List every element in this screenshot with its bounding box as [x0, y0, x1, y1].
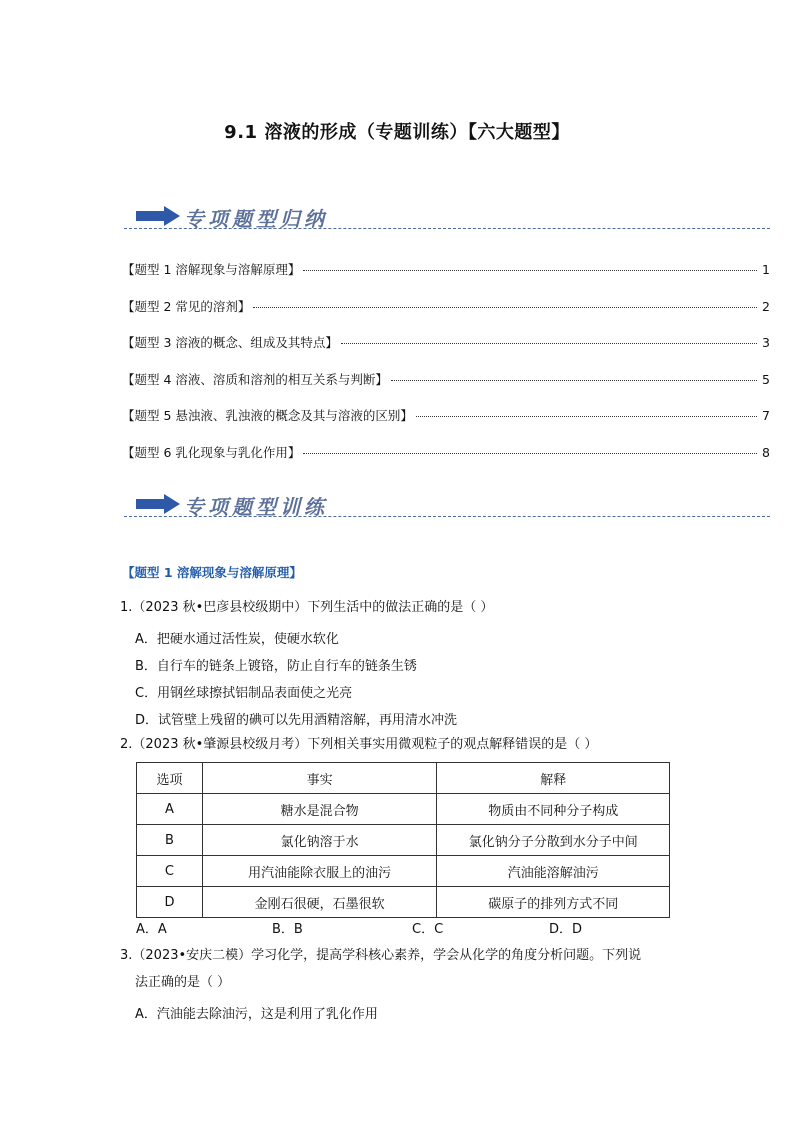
answer-option[interactable]: C．用钢丝球擦拭铝制品表面使之光亮 [135, 686, 353, 701]
question-stem: 3.（2023•安庆二模）学习化学，提高学科核心素养，学会从化学的角度分析问题。下列说 [120, 948, 642, 963]
table-cell: B [137, 825, 203, 856]
table-row [137, 825, 670, 856]
table-cell: 用汽油能除衣服上的油污 [202, 856, 437, 887]
answer-option[interactable]: B．B [272, 922, 303, 937]
toc-item-label[interactable]: 【题型 1 溶解现象与溶解原理】 [122, 262, 301, 277]
table-cell: 糖水是混合物 [202, 794, 437, 825]
table-row [137, 887, 670, 918]
table-cell: 碳原子的排列方式不同 [437, 887, 670, 918]
section-banner-summary [124, 200, 770, 236]
section-heading: 【题型 1 溶解现象与溶解原理】 [122, 565, 302, 580]
question-stem-continued: 法正确的是（ ） [135, 975, 231, 990]
question-stem: 2.（2023 秋•肇源县校级月考）下列相关事实用微观粒子的观点解释错误的是（ ） [120, 737, 598, 752]
toc-page-number: 3 [762, 335, 770, 351]
table-cell: D [137, 887, 203, 918]
table-header: 解释 [437, 763, 670, 794]
toc-page-number: 8 [762, 444, 770, 460]
toc-page-number: 7 [762, 408, 770, 424]
toc-item[interactable] [122, 406, 770, 443]
banner-title: 专项题型训练 [184, 495, 328, 519]
toc-item[interactable] [122, 370, 770, 407]
table-header: 事实 [202, 763, 437, 794]
answer-option[interactable]: A．A [136, 922, 167, 937]
table-cell: C [137, 856, 203, 887]
toc-item[interactable] [122, 333, 770, 370]
table-row [137, 856, 670, 887]
toc-item-label[interactable]: 【题型 5 悬浊液、乳浊液的概念及其与溶液的区别】 [122, 408, 413, 424]
table-cell: 物质由不同种分子构成 [437, 794, 670, 825]
answer-option[interactable]: D．试管壁上残留的碘可以先用酒精溶解，再用清水冲洗 [135, 713, 458, 728]
table-header-row [137, 763, 670, 794]
answer-option[interactable]: C．C [412, 922, 444, 937]
answer-option[interactable]: A．把硬水通过活性炭，使硬水软化 [135, 632, 339, 647]
toc-item[interactable] [122, 260, 770, 297]
answer-option[interactable]: A．汽油能去除油污，这是利用了乳化作用 [135, 1007, 378, 1022]
table-cell: 汽油能溶解油污 [437, 856, 670, 887]
page-title: 9.1 溶液的形成（专题训练）【六大题型】 [224, 122, 570, 143]
banner-title: 专项题型归纳 [184, 207, 328, 231]
answer-option[interactable]: B．自行车的链条上镀铬，防止自行车的链条生锈 [135, 659, 417, 674]
toc-leader [341, 343, 757, 344]
toc-item[interactable] [122, 443, 770, 480]
table-cell: 氯化钠分子分散到水分子中间 [437, 825, 670, 856]
toc-page-number: 2 [762, 298, 770, 314]
table-cell: A [137, 794, 203, 825]
toc-page-number: 1 [762, 262, 770, 277]
toc-leader [303, 453, 757, 454]
arrow-icon [136, 494, 180, 514]
toc-leader [391, 380, 757, 381]
toc-page-number: 5 [762, 371, 770, 387]
section-banner-training [124, 488, 770, 524]
table-header: 选项 [137, 763, 203, 794]
toc-item[interactable] [122, 297, 770, 334]
divider [124, 228, 770, 229]
arrow-icon [136, 206, 180, 226]
toc-leader [416, 416, 757, 417]
table-cell: 氯化钠溶于水 [202, 825, 437, 856]
question-stem: 1.（2023 秋•巴彦县校级期中）下列生活中的做法正确的是（ ） [120, 600, 494, 615]
divider [124, 516, 770, 517]
toc-item-label[interactable]: 【题型 3 溶液的概念、组成及其特点】 [122, 335, 338, 351]
toc-item-label[interactable]: 【题型 6 乳化现象与乳化作用】 [122, 444, 301, 460]
table-of-contents [122, 260, 770, 480]
toc-leader [253, 307, 757, 308]
table-row [137, 794, 670, 825]
facts-table [136, 762, 670, 918]
toc-leader [303, 270, 757, 271]
answer-option[interactable]: D．D [549, 922, 583, 937]
table-cell: 金刚石很硬，石墨很软 [202, 887, 437, 918]
toc-item-label[interactable]: 【题型 4 溶液、溶质和溶剂的相互关系与判断】 [122, 371, 388, 387]
toc-item-label[interactable]: 【题型 2 常见的溶剂】 [122, 298, 251, 314]
